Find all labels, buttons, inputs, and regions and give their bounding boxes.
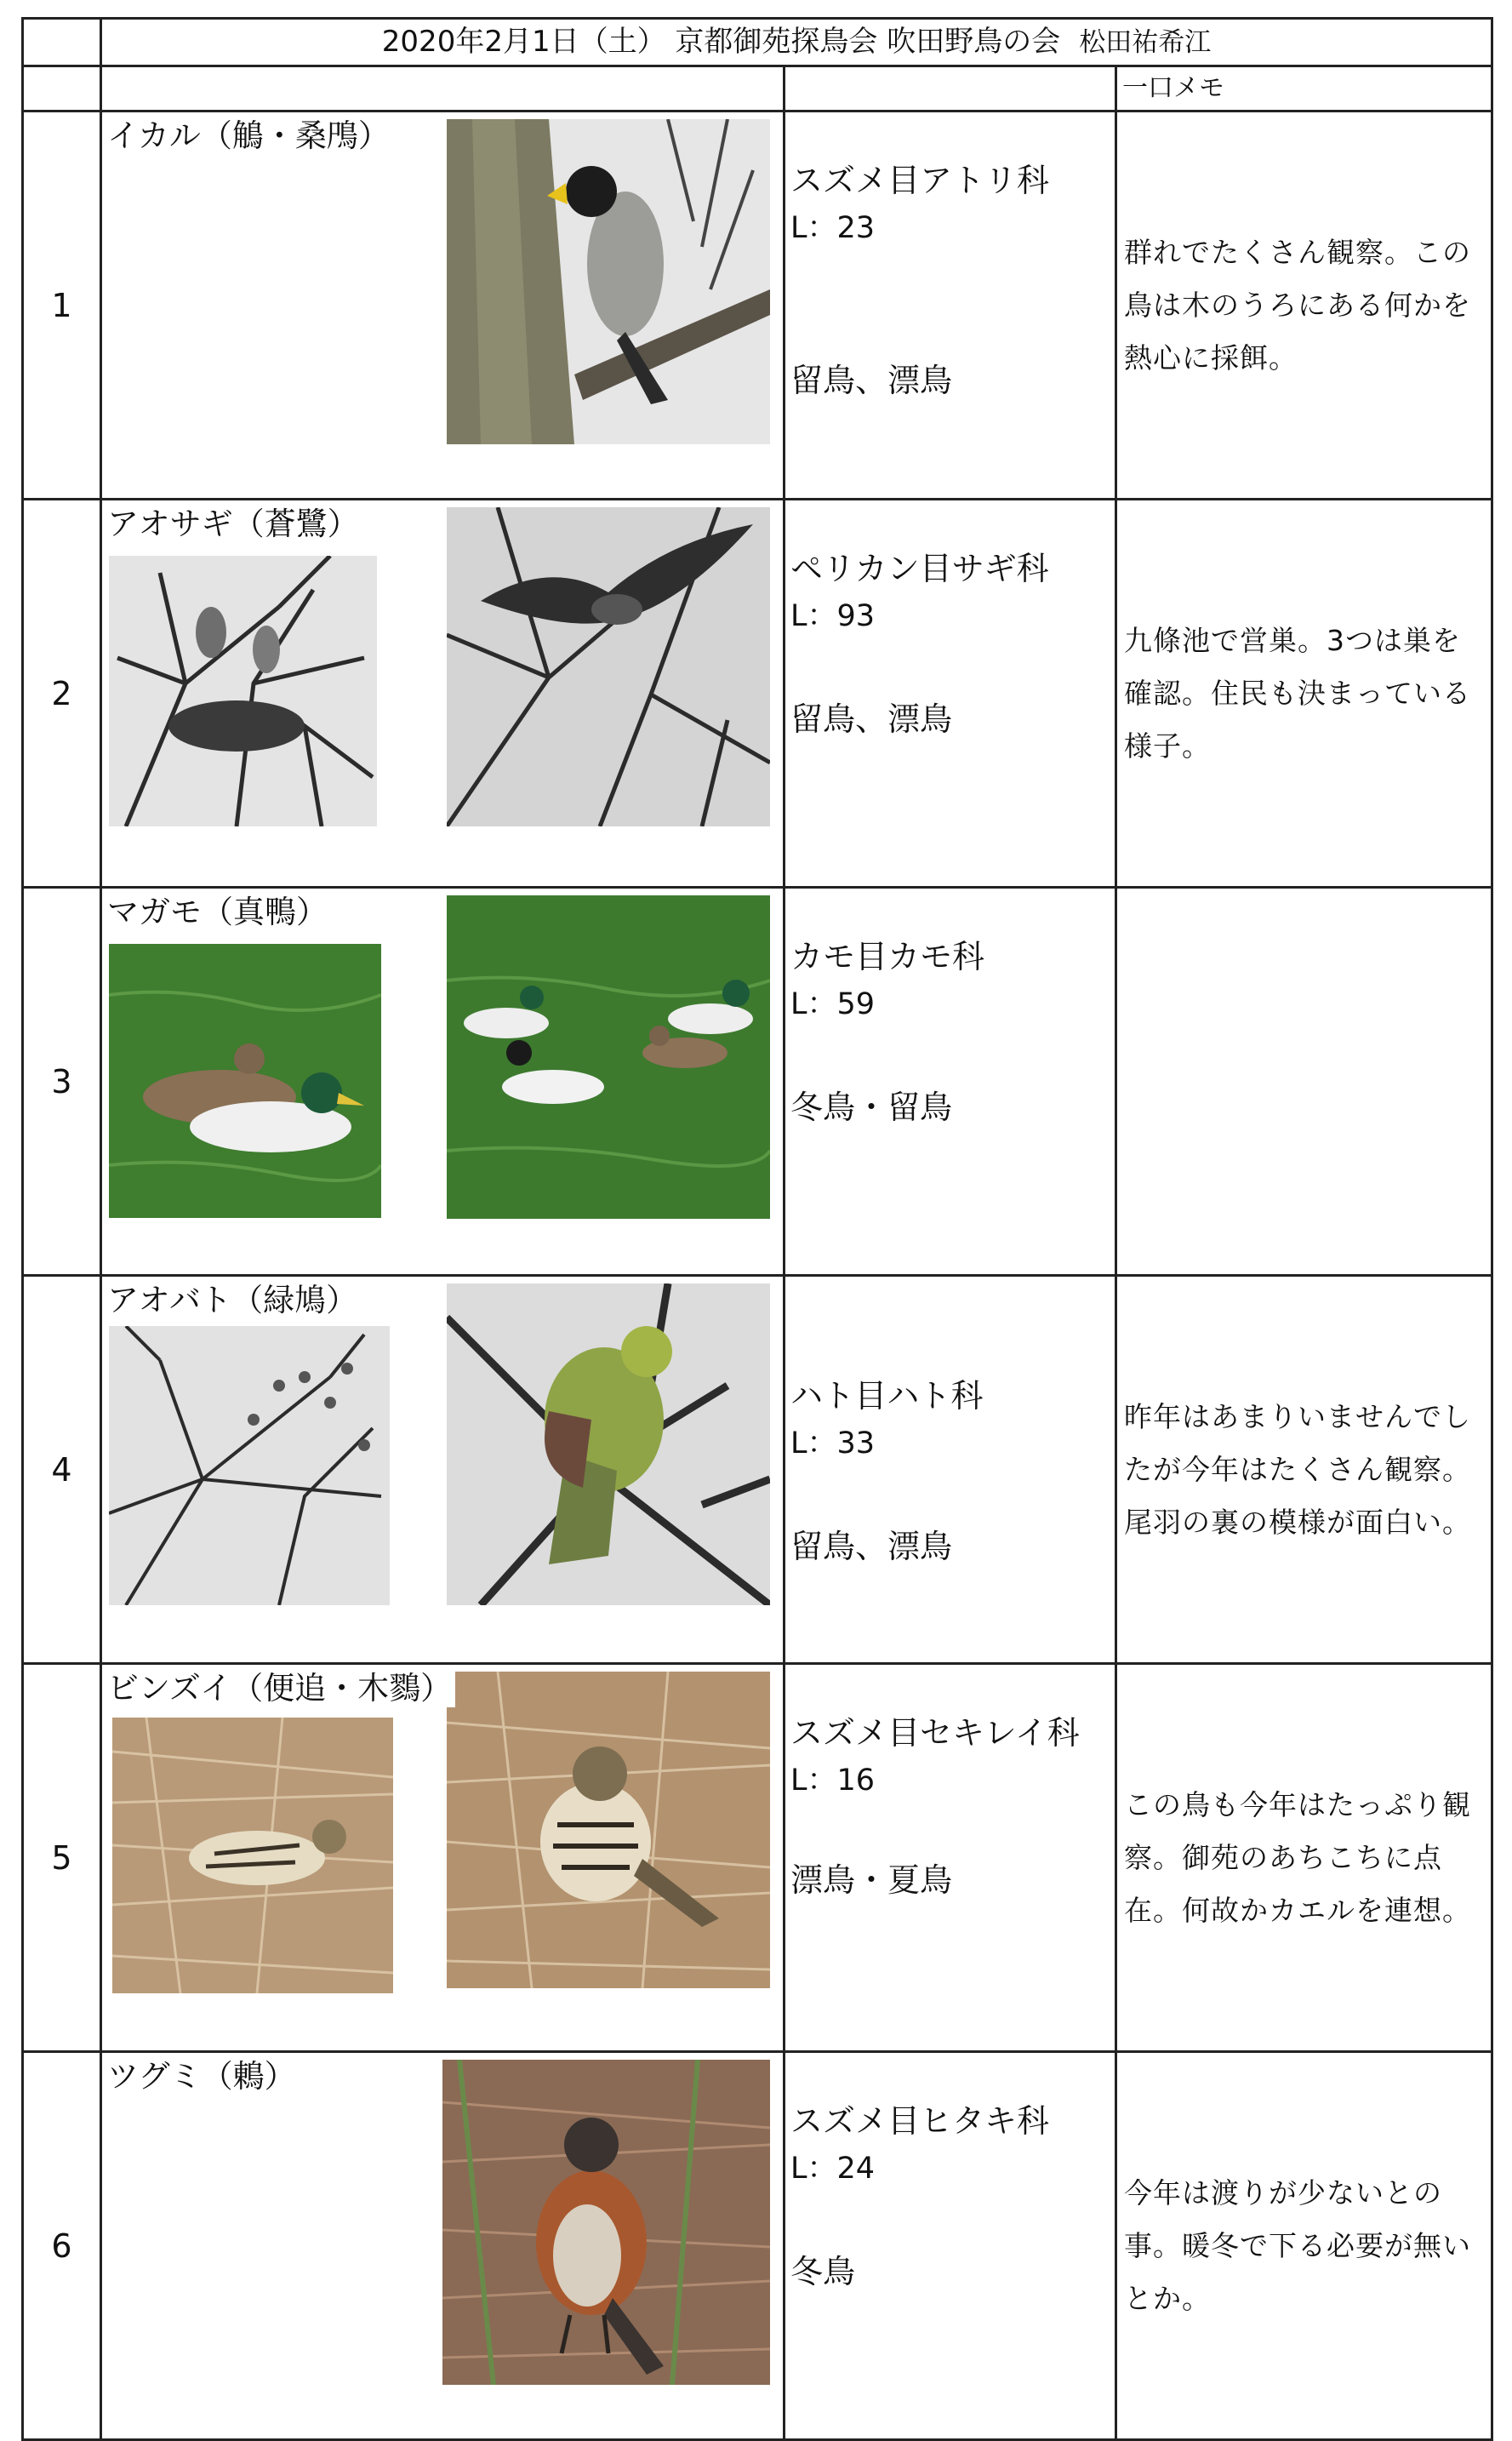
- bird-photo-cell: [101, 111, 785, 500]
- bird-photo-pipit-front: [447, 1672, 770, 1988]
- taxonomy-cell: [785, 111, 1116, 500]
- title-cell: [101, 19, 1492, 66]
- taxonomy-cell: [785, 888, 1116, 1276]
- bird-photo-cell: [101, 1664, 785, 2052]
- header-blank-1: [23, 66, 101, 111]
- taxonomy-cell: [785, 500, 1116, 888]
- order-family: スズメ目ヒタキ科: [790, 2102, 1050, 2140]
- bird-photo-cell: [101, 1276, 785, 1664]
- order-family: ペリカン目サギ科: [790, 550, 1049, 587]
- row-number: 3: [23, 888, 101, 1276]
- memo-cell: 昨年はあまりいませんでしたが今年はたくさん観察。尾羽の裏の模様が面白い。: [1116, 1276, 1492, 1664]
- bird-name: ビンズイ（便追・木鷚）: [107, 1670, 455, 1707]
- header-blank-3: [785, 66, 1116, 111]
- header-blank-2: [101, 66, 785, 111]
- report-title: 2020年2月1日（土） 京都御苑探鳥会 吹田野鳥の会: [381, 25, 1061, 59]
- bird-photo-cell: [101, 888, 785, 1276]
- row-number: 5: [23, 1664, 101, 2052]
- residency-status: 冬鳥: [790, 2253, 856, 2290]
- table-row: [23, 111, 1492, 500]
- bird-photo-dusky-thrush: [442, 2060, 770, 2385]
- bird-name: ツグミ（鶇）: [107, 2058, 300, 2095]
- bird-photo-cell: [101, 500, 785, 888]
- table-row: [23, 1276, 1492, 1664]
- table-row: [23, 888, 1492, 1276]
- bird-photo-heron-nest: [109, 556, 377, 826]
- taxonomy-cell: [785, 2052, 1116, 2440]
- body-length: L：93: [790, 599, 876, 633]
- body-length: L：24: [790, 2152, 876, 2186]
- table-row: [23, 1664, 1492, 2052]
- column-header-row: [23, 66, 1492, 111]
- memo-cell: 群れでたくさん観察。この鳥は木のうろにある何かを熱心に採餌。: [1116, 111, 1492, 500]
- order-family: スズメ目セキレイ科: [790, 1714, 1080, 1752]
- row-number: 4: [23, 1276, 101, 1664]
- bird-photo-pipit-ground: [112, 1718, 393, 1993]
- bird-photo-grosbeak: [447, 119, 770, 444]
- taxonomy-cell: [785, 1276, 1116, 1664]
- row-number: 6: [23, 2052, 101, 2440]
- body-length: L：59: [790, 987, 876, 1021]
- memo-cell: [1116, 888, 1492, 1276]
- bird-name: アオバト（緑鳩）: [107, 1282, 361, 1319]
- table-row: [23, 2052, 1492, 2440]
- bird-name: イカル（鵤・桑鳲）: [107, 117, 393, 155]
- bird-photo-green-pigeon: [447, 1283, 770, 1605]
- row-number: 2: [23, 500, 101, 888]
- body-length: L：16: [790, 1764, 876, 1798]
- order-family: ハト目ハト科: [790, 1377, 984, 1415]
- residency-status: 漂鳥・夏鳥: [790, 1861, 953, 1899]
- body-length: L：23: [790, 211, 876, 245]
- residency-status: 留鳥、漂鳥: [790, 700, 953, 738]
- title-blank-cell: [23, 19, 101, 66]
- report-author: 松田祐希江: [1079, 27, 1212, 58]
- memo-cell: この鳥も今年はたっぷり観察。御苑のあちこちに点在。何故かカエルを連想。: [1116, 1664, 1492, 2052]
- residency-status: 留鳥、漂鳥: [790, 1528, 953, 1565]
- row-number: 1: [23, 111, 101, 500]
- bird-photo-mallard-pair: [109, 944, 381, 1218]
- order-family: スズメ目アトリ科: [790, 162, 1050, 199]
- memo-cell: 九條池で営巣。3つは巣を確認。住民も決まっている様子。: [1116, 500, 1492, 888]
- bird-name: アオサギ（蒼鷺）: [107, 506, 362, 543]
- order-family: カモ目カモ科: [790, 938, 985, 975]
- residency-status: 冬鳥・留鳥: [790, 1089, 953, 1126]
- bird-photo-cell: [101, 2052, 785, 2440]
- bird-table: [21, 17, 1493, 2441]
- memo-column-header: 一口メモ: [1116, 66, 1492, 111]
- body-length: L：33: [790, 1426, 876, 1461]
- title-row: [23, 19, 1492, 66]
- bird-photo-mallard-group: [447, 895, 770, 1219]
- bird-photo-heron-flight: [447, 507, 770, 826]
- taxonomy-cell: [785, 1664, 1116, 2052]
- bird-report-sheet: [21, 17, 1491, 2315]
- bird-name: マガモ（真鴨）: [107, 894, 331, 931]
- bird-photo-pigeon-flock: [109, 1326, 390, 1605]
- residency-status: 留鳥、漂鳥: [790, 362, 953, 399]
- table-row: [23, 500, 1492, 888]
- memo-cell: 今年は渡りが少ないとの事。暖冬で下る必要が無いとか。: [1116, 2052, 1492, 2440]
